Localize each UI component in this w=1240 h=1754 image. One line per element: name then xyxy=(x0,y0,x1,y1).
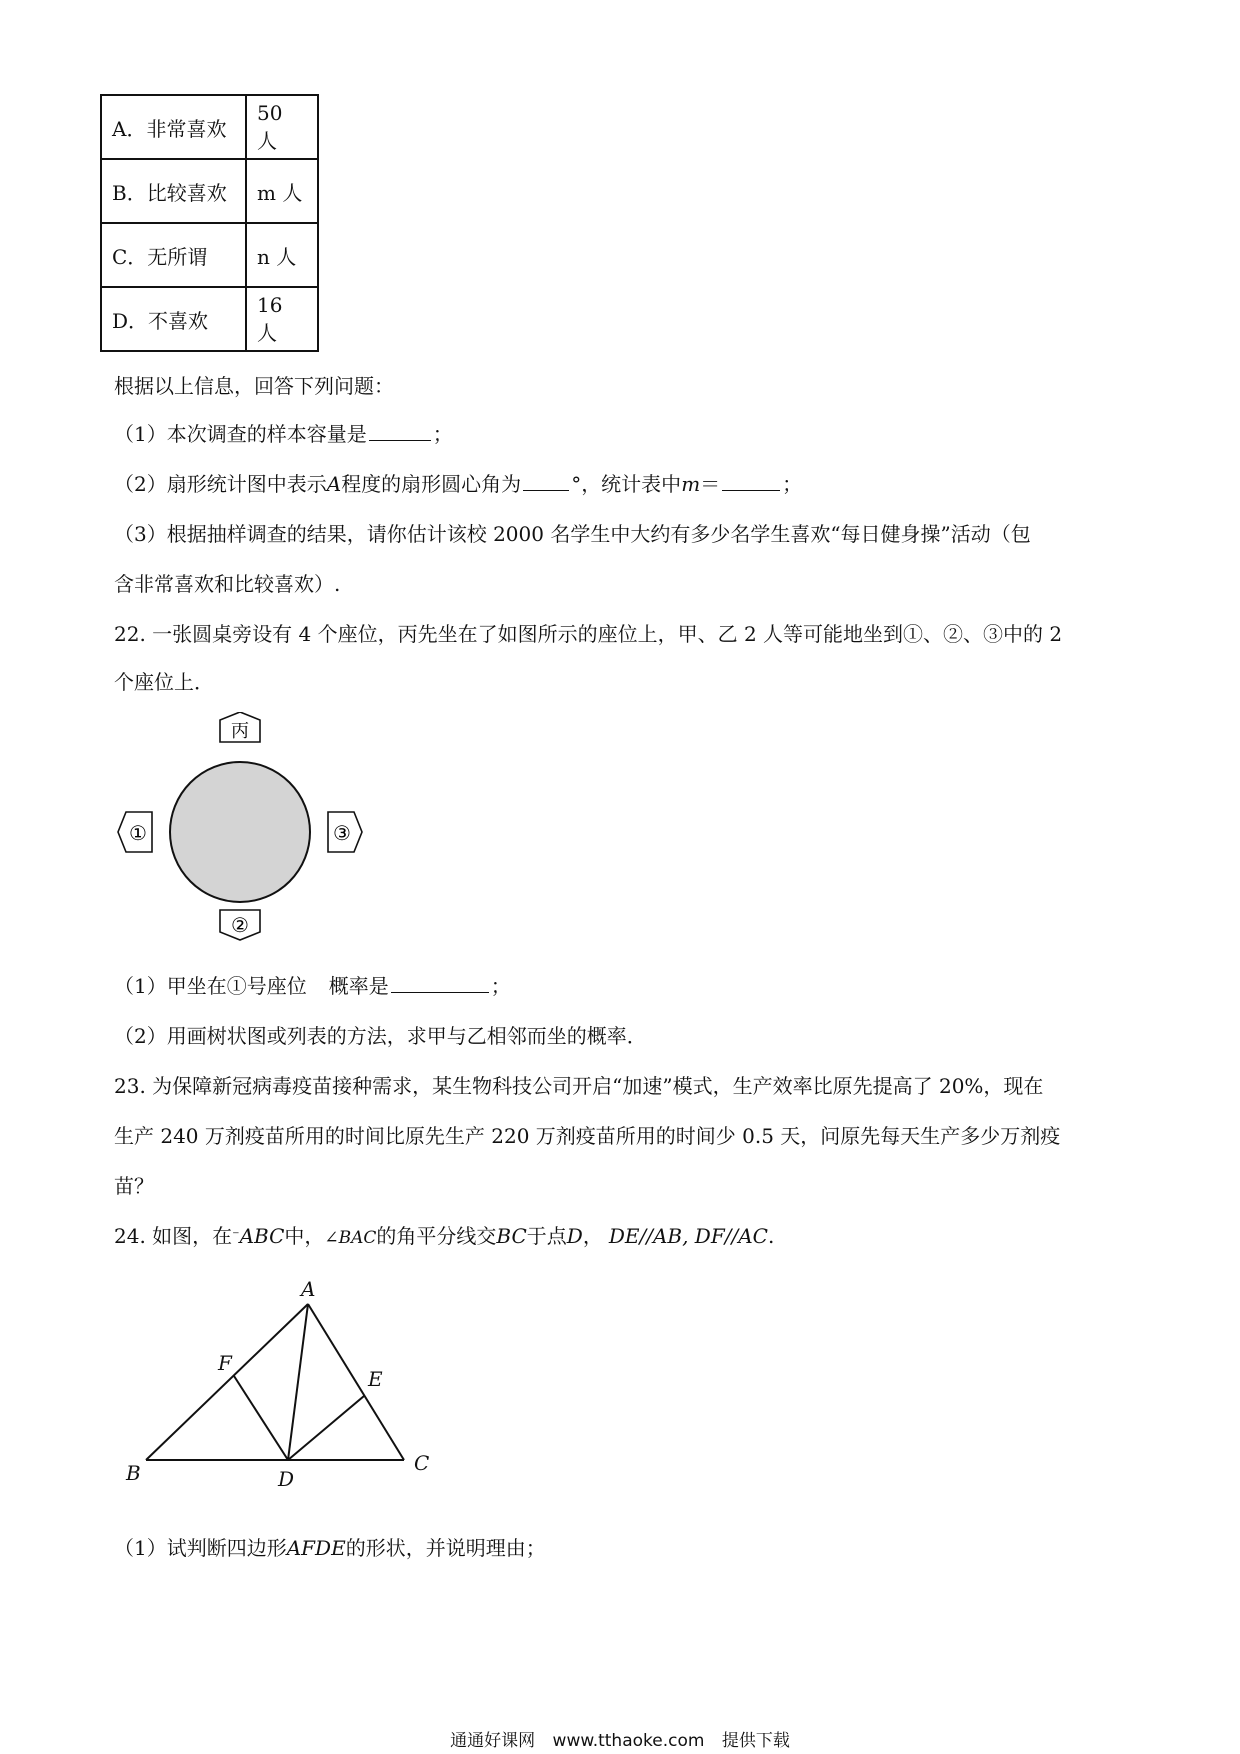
q23-line1: 23. 为保障新冠病毒疫苗接种需求，某生物科技公司开启“加速”模式，生产效率比原先提高了 20%，现在 xyxy=(114,1074,1044,1098)
q24-part1-text-b: 的形状，并说明理由； xyxy=(345,1536,546,1560)
seat-bottom-label: ② xyxy=(231,913,249,937)
table-cell-value: 16 人 xyxy=(246,287,318,351)
q24-point-d: D xyxy=(566,1224,583,1248)
q21-part1 xyxy=(114,420,453,448)
answer-blank[interactable] xyxy=(369,422,431,441)
seat-top-label: 丙 xyxy=(231,721,249,742)
q24-text-d: 于点 xyxy=(526,1224,567,1248)
q21-part2-var-a: A xyxy=(326,472,342,496)
seat-left-label: ① xyxy=(129,821,147,845)
label-e: E xyxy=(368,1367,383,1391)
q22-line2: 个座位上． xyxy=(114,670,214,694)
table-cell-value: m 人 xyxy=(246,159,318,223)
label-c: C xyxy=(414,1451,430,1475)
side-ac xyxy=(308,1304,404,1460)
segment-fd xyxy=(234,1376,288,1460)
q24-condition: DE//AB, DF//AC xyxy=(608,1224,768,1248)
side-ab xyxy=(146,1304,308,1460)
table-row xyxy=(101,95,318,159)
answer-blank[interactable] xyxy=(391,974,489,993)
q23-line3: 苗？ xyxy=(114,1174,154,1198)
q24-text-f: . xyxy=(767,1224,775,1248)
q24-triangle: ABC xyxy=(239,1224,285,1248)
q21-part2-text-b: 程度的扇形圆心角为 xyxy=(341,472,522,496)
answer-blank[interactable] xyxy=(722,472,780,491)
table-cell-label: B．比较喜欢 xyxy=(101,159,246,223)
footer-site: 通通好课网 xyxy=(450,1731,536,1751)
round-table xyxy=(170,762,310,902)
table-cell-value: n 人 xyxy=(246,223,318,287)
q21-part2-text-a: （2）扇形统计图中表示 xyxy=(114,472,327,496)
q21-part3-line1: （3）根据抽样调查的结果，请你估计该校 2000 名学生中大约有多少名学生喜欢“每日健身操”活动（包 xyxy=(114,522,1031,546)
q21-part3-line2: 含非常喜欢和比较喜欢）. xyxy=(114,572,341,596)
q22-part1-text-a: （1）甲坐在①号座位 xyxy=(114,974,307,998)
label-d: D xyxy=(278,1467,295,1491)
q21-part2-var-m: m xyxy=(681,472,701,496)
label-b: B xyxy=(126,1461,141,1485)
label-f: F xyxy=(218,1351,232,1375)
stats-table xyxy=(100,94,319,352)
q24-part1 xyxy=(114,1534,546,1562)
q24-part1-text-a: （1）试判断四边形 xyxy=(114,1536,287,1560)
table-cell-label: D．不喜欢 xyxy=(101,287,246,351)
q22-part1-text-b: 概率是 xyxy=(328,974,389,998)
q24-part1-var: AFDE xyxy=(286,1536,346,1560)
q21-part2 xyxy=(114,470,802,498)
footer-note: 提供下载 xyxy=(721,1731,790,1751)
segment-ad xyxy=(288,1304,308,1460)
table-row xyxy=(101,287,318,351)
round-table-figure xyxy=(116,712,376,948)
q24-text-c: 的角平分线交 xyxy=(376,1224,497,1248)
q24-stem xyxy=(114,1222,774,1252)
q21-part1-end: ； xyxy=(432,422,453,446)
q24-angle: ∠BAC xyxy=(324,1228,377,1248)
table-row xyxy=(101,223,318,287)
answer-blank[interactable] xyxy=(523,472,569,491)
table-cell-label: A．非常喜欢 xyxy=(101,95,246,159)
segment-de xyxy=(288,1396,364,1460)
footer-url[interactable]: www.tthaoke.com xyxy=(552,1731,705,1751)
table-cell-label: C．无所谓 xyxy=(101,223,246,287)
q21-part2-text-c: °，统计表中 xyxy=(571,472,682,496)
table-cell-value: 50 人 xyxy=(246,95,318,159)
q24-bc: BC xyxy=(496,1224,527,1248)
q21-intro: 根据以上信息，回答下列问题： xyxy=(114,374,394,398)
q23-line2: 生产 240 万剂疫苗所用的时间比原先生产 220 万剂疫苗所用的时间少 0.5 天，问原先每天生产多少万剂疫 xyxy=(114,1124,1061,1148)
table-row xyxy=(101,159,318,223)
q21-part2-end: ； xyxy=(782,472,803,496)
q21-part2-equals: ＝ xyxy=(700,472,721,496)
triangle-symbol: ⁻ xyxy=(232,1228,240,1244)
triangle-figure xyxy=(118,1276,448,1496)
q22-part2: （2）用画树状图或列表的方法，求甲与乙相邻而坐的概率． xyxy=(114,1024,647,1048)
q22-part1-end: ； xyxy=(490,974,511,998)
q24-text-b: 中， xyxy=(284,1224,325,1248)
q22-line1: 22. 一张圆桌旁设有 4 个座位，丙先坐在了如图所示的座位上，甲、乙 2 人等可能地坐到①、②、③中的 2 xyxy=(114,622,1063,646)
q24-text-a: 24. 如图，在 xyxy=(114,1224,233,1248)
label-a: A xyxy=(301,1277,316,1301)
triangle-lines xyxy=(146,1304,404,1460)
q21-part1-text: （1）本次调查的样本容量是 xyxy=(114,422,367,446)
q22-part1 xyxy=(114,972,511,1000)
q24-text-e: ， xyxy=(582,1224,603,1248)
page-footer xyxy=(0,1726,1240,1751)
seat-right-label: ③ xyxy=(333,821,351,845)
